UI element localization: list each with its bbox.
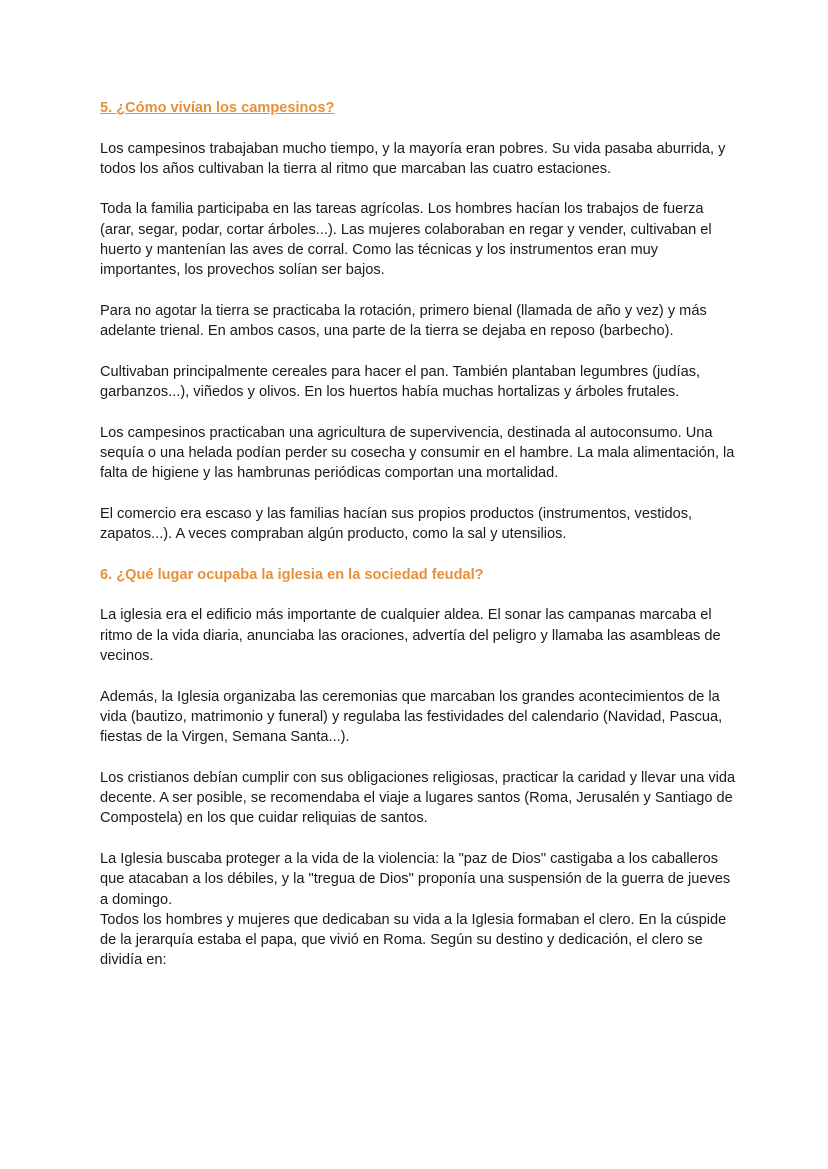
- section-6-title: 6. ¿Qué lugar ocupaba la iglesia en la sociedad feudal?: [100, 566, 484, 583]
- section-5-paragraph-2: Toda la familia participaba en las tareas agrícolas. Los hombres hacían los trabajos de fuerza (arar, segar, podar, cortar árboles...). Las mujeres colaboraban en regar y vender, cultivaban el huerto y mantenían las aves de corral. Como las técnicas y los instrumentos eran muy importantes, los provechos solían ser bajos.: [100, 201, 712, 279]
- section-5-paragraph-1: Los campesinos trabajaban mucho tiempo, y la mayoría eran pobres. Su vida pasaba aburrida, y todos los años cultivaban la tierra al ritmo que marcaban las cuatro estaciones.: [100, 140, 726, 177]
- section-5-paragraph-6: El comercio era escaso y las familias hacían sus propios productos (instrumentos, vestidos, zapatos...). A veces compraban algún producto, como la sal y utensilios.: [100, 505, 693, 543]
- section-5-paragraph-4: Cultivaban principalmente cereales para hacer el pan. También plantaban legumbres (judías, garbanzos...), viñedos y olivos. En los huertos había muchas hortalizas y árboles frutales.: [100, 363, 701, 401]
- section-6-paragraph-2: Además, la Iglesia organizaba las ceremonias que marcaban los grandes acontecimientos de la vida (bautizo, matrimonio y funeral) y regulaba las festividades del calendario (Navidad, Pascua, fiestas de la Virgen, Semana Santa...).: [100, 688, 723, 746]
- section-6-paragraph-1: La iglesia era el edificio más importante de cualquier aldea. El sonar las campanas marcaba el ritmo de la vida diaria, anunciaba las oraciones, advertía del peligro y llamaba las asambleas de vecinos.: [100, 607, 721, 665]
- section-6-paragraph-3: Los cristianos debían cumplir con sus obligaciones religiosas, practicar la caridad y llevar una vida decente. A ser posible, se recomendaba el viaje a lugares santos (Roma, Jerusalén y Santiago de Compostela) en los que cuidar reliquias de santos.: [100, 769, 736, 827]
- section-5-paragraph-5: Los campesinos practicaban una agricultura de supervivencia, destinada al autoconsumo. Una sequía o una helada podían perder su cosecha y consumir en el hambre. La mala alimentación, la falta de higiene y las hambrunas periódicas comportan una mortalidad.: [100, 424, 735, 482]
- section-5-paragraph-3: Para no agotar la tierra se practicaba la rotación, primero bienal (llamada de año y vez) y más adelante trienal. En ambos casos, una parte de la tierra se dejaba en reposo (barbecho).: [100, 302, 707, 340]
- section-6-paragraph-5: Todos los hombres y mujeres que dedicaban su vida a la Iglesia formaban el clero. En la cúspide de la jerarquía estaba el papa, que vivió en Roma. Según su destino y dedicación, el clero se dividía en:: [100, 911, 727, 969]
- section-5-title: 5. ¿Cómo vivían los campesinos?: [100, 100, 335, 116]
- document-page: [100, 98, 740, 971]
- section-6-paragraph-4: La Iglesia buscaba proteger a la vida de la violencia: la "paz de Dios" castigaba a los caballeros que atacaban a los débiles, y la "tregua de Dios" proponía una suspensión de la guerra de jueves a domingo.: [100, 850, 731, 908]
